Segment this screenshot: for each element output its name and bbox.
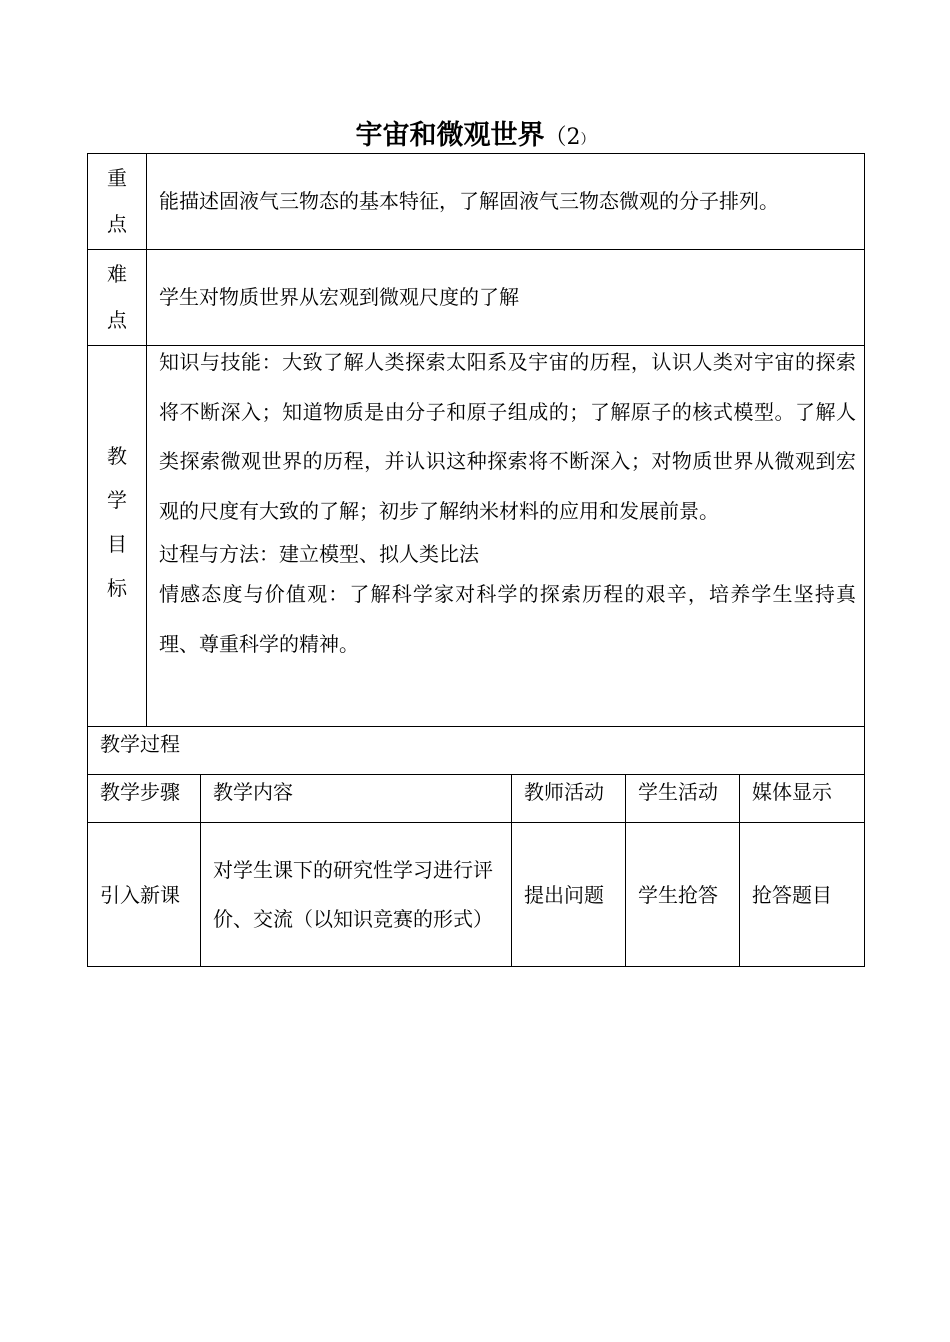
title-main: 宇宙和微观世界: [355, 120, 545, 151]
teacher-cell: 提出问题: [512, 823, 626, 967]
media-cell: 抢答题目: [740, 823, 865, 967]
key-point-label-char-1: 重: [107, 166, 127, 190]
difficulty-label-char-2: 点: [107, 308, 127, 332]
difficulty-text: 学生对物质世界从宏观到微观尺度的了解: [147, 250, 865, 346]
objectives-process: 过程与方法：建立模型、拟人类比法: [159, 542, 479, 566]
table-row: [88, 823, 865, 967]
process-header-row: [88, 775, 865, 823]
process-title-row: [88, 727, 865, 775]
objectives-content: [147, 346, 865, 727]
objectives-knowledge: 知识与技能：大致了解人类探索太阳系及宇宙的历程，认识人类对宇宙的探索将不断深入；知道物质是由分子和原子组成的；了解原子的核式模型。了解人类探索微观世界的历程，并认识这种探索将不断深入；对物质世界从微观到宏观的尺度有大致的了解；初步了解纳米材料的应用和发展前景。: [159, 350, 856, 523]
key-point-label-char-2: 点: [107, 212, 127, 236]
lesson-info-table: [87, 153, 865, 727]
objectives-label-char-2: 学: [107, 488, 127, 512]
header-step: 教学步骤: [88, 775, 201, 823]
content-cell: 对学生课下的研究性学习进行评价、交流（以知识竞赛的形式）: [201, 823, 512, 967]
student-cell: 学生抢答: [626, 823, 740, 967]
process-title: 教学过程: [88, 727, 865, 775]
objectives-label: [88, 346, 147, 727]
header-media: 媒体显示: [740, 775, 865, 823]
objectives-label-char-1: 教: [107, 444, 127, 468]
title-paren: （2: [544, 125, 581, 150]
step-cell: 引入新课: [88, 823, 201, 967]
page-title: [0, 118, 950, 158]
objectives-emotion: 情感态度与价值观：了解科学家对科学的探索历程的艰辛，培养学生坚持真理、尊重科学的精神。: [159, 582, 856, 656]
header-teacher: 教师活动: [512, 775, 626, 823]
objectives-row: [88, 346, 865, 727]
key-point-text: 能描述固液气三物态的基本特征，了解固液气三物态微观的分子排列。: [147, 154, 865, 250]
title-paren-close: ）: [580, 132, 595, 148]
difficulty-row: [88, 250, 865, 346]
objectives-label-char-3: 目: [107, 532, 127, 556]
key-point-row: [88, 154, 865, 250]
difficulty-label-char-1: 难: [107, 262, 127, 286]
header-student: 学生活动: [626, 775, 740, 823]
difficulty-label: [88, 250, 147, 346]
objectives-label-char-4: 标: [107, 576, 127, 600]
teaching-process-table: [87, 726, 865, 967]
key-point-label: [88, 154, 147, 250]
header-content: 教学内容: [201, 775, 512, 823]
